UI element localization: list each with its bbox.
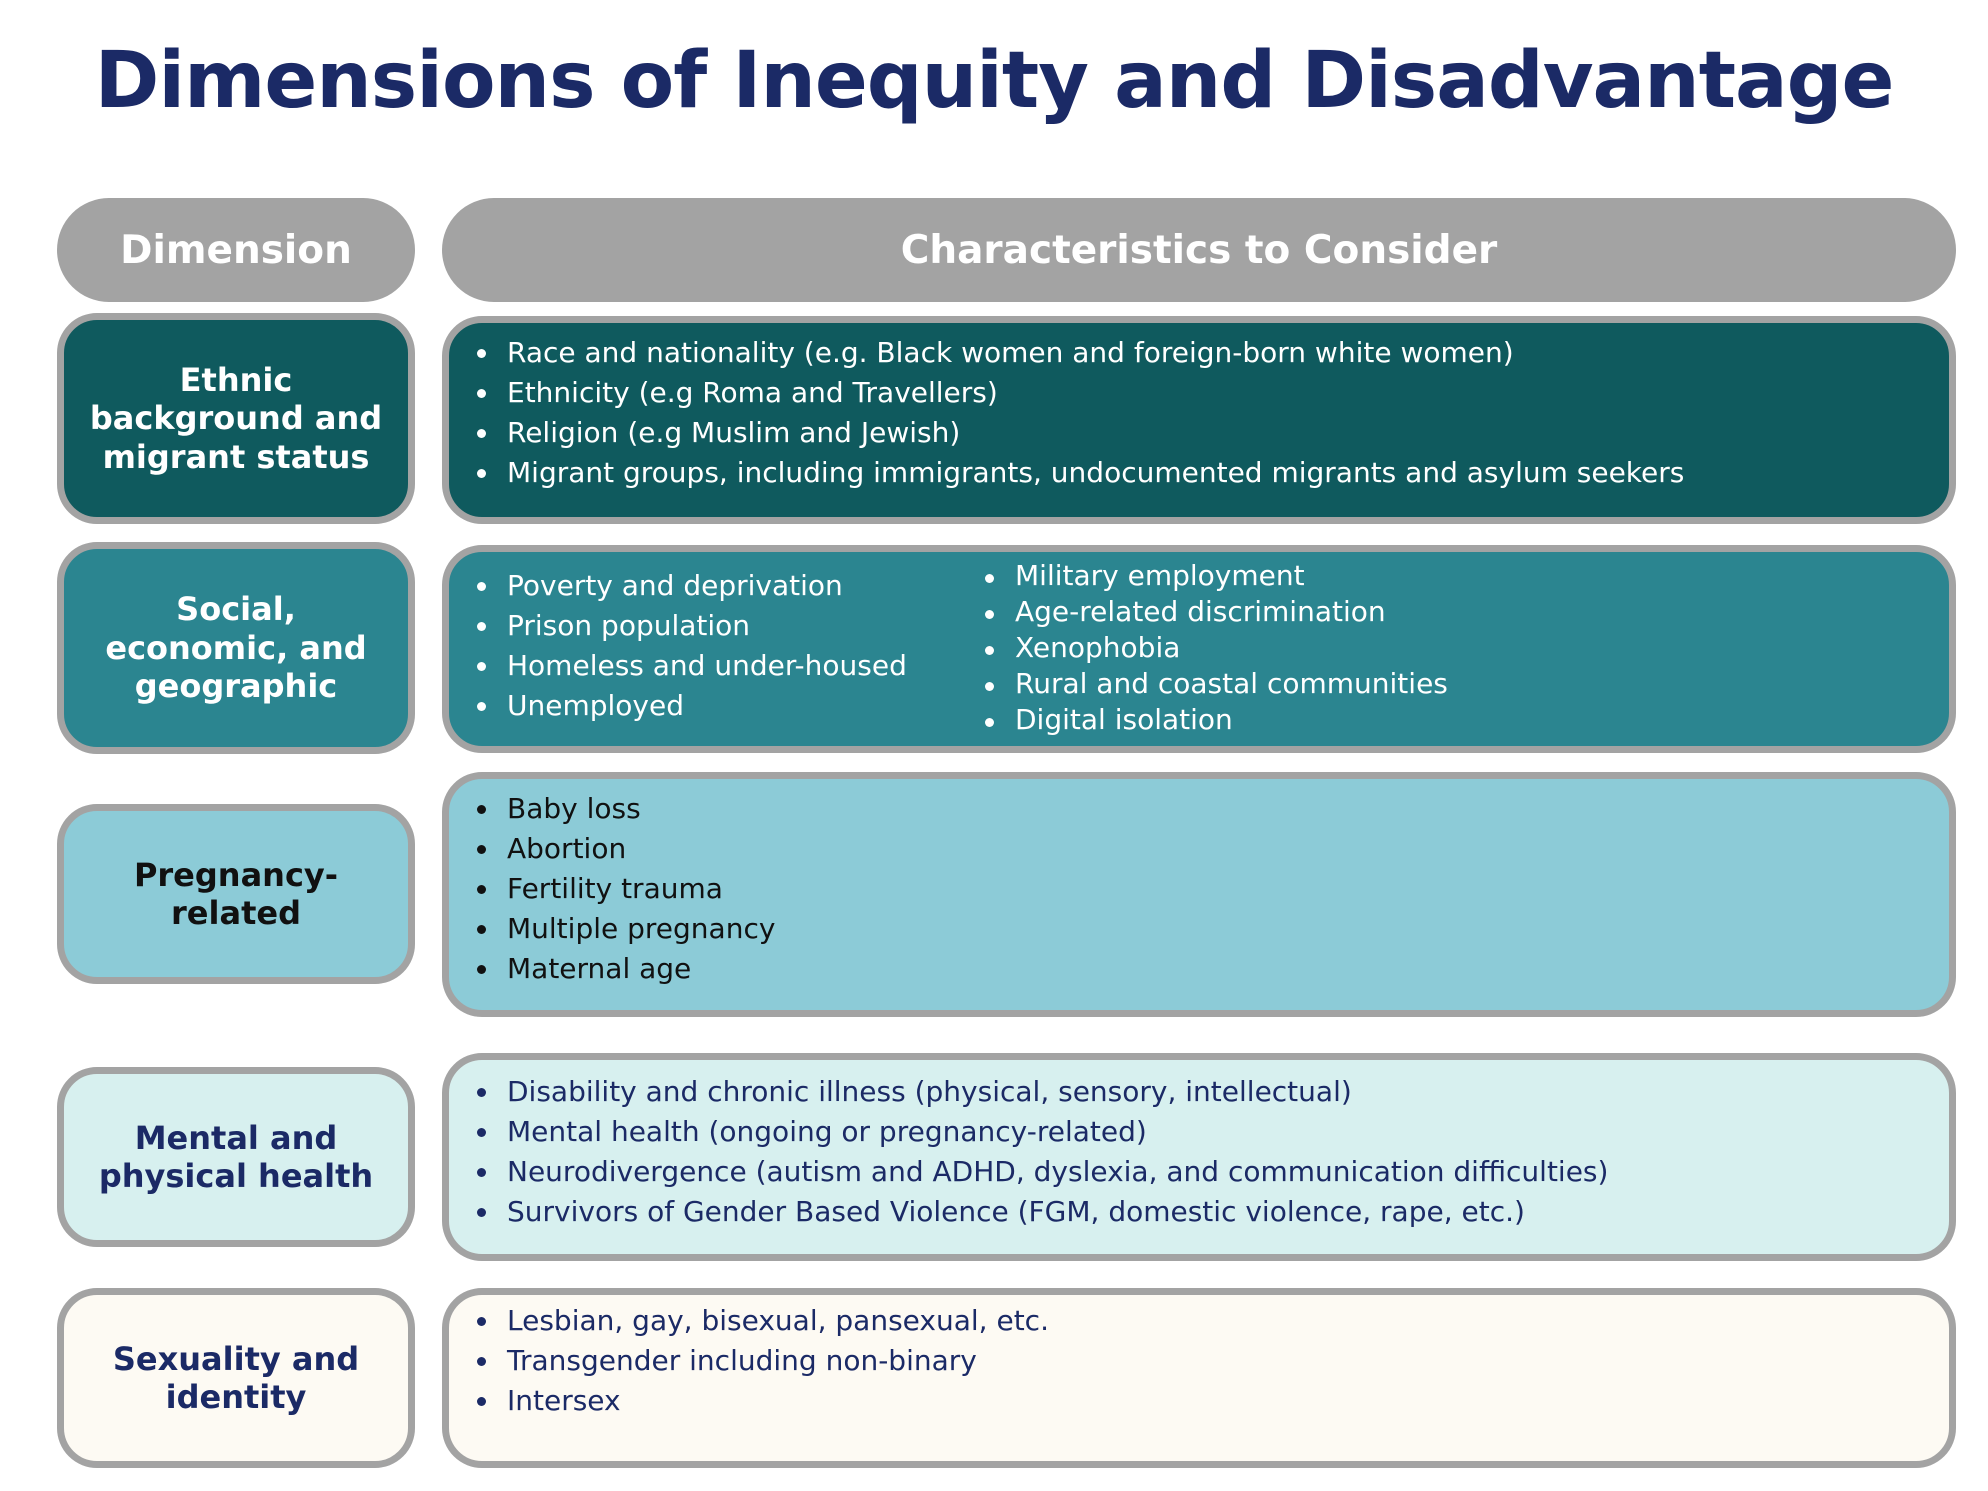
- list-item: Homeless and under-housed: [469, 646, 907, 686]
- dimension-label: Social, economic, and geographic: [105, 590, 367, 706]
- characteristics-header-label: Characteristics to Consider: [900, 227, 1498, 273]
- dimension-mental-physical-health: [57, 1067, 415, 1247]
- list-item: Religion (e.g Muslim and Jewish): [469, 413, 1684, 453]
- list-item: Transgender including non-binary: [469, 1341, 1049, 1381]
- characteristics-list-right: [977, 558, 1448, 738]
- list-item: Ethnicity (e.g Roma and Travellers): [469, 373, 1684, 413]
- list-item: Digital isolation: [977, 702, 1448, 738]
- list-item: Intersex: [469, 1381, 1049, 1421]
- list-item: Survivors of Gender Based Violence (FGM, domestic violence, rape, etc.): [469, 1192, 1608, 1232]
- characteristics-social-economic-geographic: [442, 545, 1956, 753]
- characteristics-list: [469, 333, 1684, 493]
- characteristics-header: [442, 198, 1956, 302]
- list-item: Disability and chronic illness (physical, sensory, intellectual): [469, 1072, 1608, 1112]
- list-item: Unemployed: [469, 686, 907, 726]
- characteristics-sexuality-identity: [442, 1288, 1956, 1468]
- list-item: Prison population: [469, 606, 907, 646]
- characteristics-list: [469, 789, 775, 989]
- list-item: Neurodivergence (autism and ADHD, dyslexia, and communication difficulties): [469, 1152, 1608, 1192]
- dimension-header: [57, 198, 415, 302]
- dimension-label: Ethnic background and migrant status: [89, 360, 383, 476]
- page-title: Dimensions of Inequity and Disadvantage: [94, 36, 1894, 126]
- dimension-header-label: Dimension: [120, 227, 352, 273]
- characteristics-list: [469, 1072, 1608, 1232]
- list-item: Baby loss: [469, 789, 775, 829]
- list-item: Age-related discrimination: [977, 594, 1448, 630]
- characteristics-ethnic-background: [442, 316, 1956, 524]
- dimension-ethnic-background: [57, 313, 415, 524]
- dimension-social-economic-geographic: [57, 542, 415, 754]
- dimension-pregnancy-related: [57, 804, 415, 984]
- list-item: Lesbian, gay, bisexual, pansexual, etc.: [469, 1301, 1049, 1341]
- dimension-label: Sexuality and identity: [112, 1339, 360, 1416]
- dimension-sexuality-identity: [57, 1288, 415, 1468]
- list-item: Poverty and deprivation: [469, 566, 907, 606]
- dimension-label: Pregnancy-related: [133, 855, 339, 932]
- characteristics-pregnancy-related: [442, 772, 1956, 1017]
- list-item: Mental health (ongoing or pregnancy-related): [469, 1112, 1608, 1152]
- list-item: Abortion: [469, 829, 775, 869]
- characteristics-list-left: [469, 566, 907, 726]
- list-item: Rural and coastal communities: [977, 666, 1448, 702]
- characteristics-mental-physical-health: [442, 1053, 1956, 1261]
- dimension-label: Mental and physical health: [98, 1118, 374, 1195]
- list-item: Xenophobia: [977, 630, 1448, 666]
- list-item: Military employment: [977, 558, 1448, 594]
- list-item: Multiple pregnancy: [469, 909, 775, 949]
- list-item: Fertility trauma: [469, 869, 775, 909]
- list-item: Maternal age: [469, 949, 775, 989]
- list-item: Migrant groups, including immigrants, undocumented migrants and asylum seekers: [469, 453, 1684, 493]
- list-item: Race and nationality (e.g. Black women and foreign-born white women): [469, 333, 1684, 373]
- characteristics-list: [469, 1301, 1049, 1421]
